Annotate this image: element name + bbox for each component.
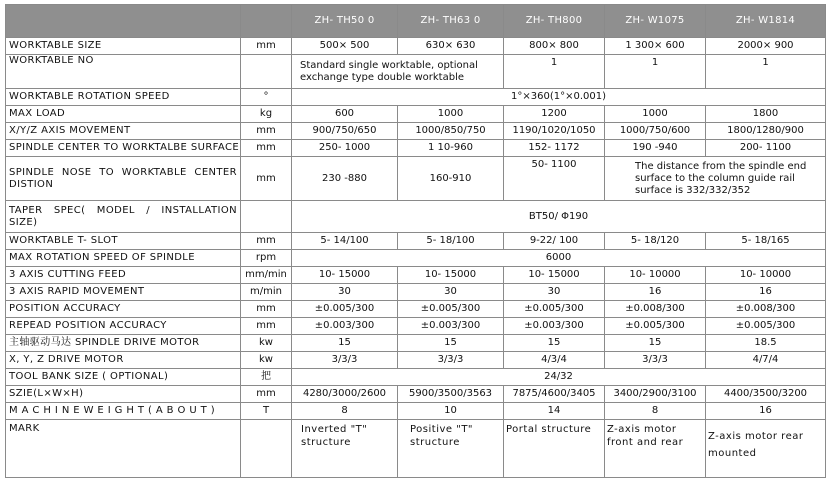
param-label: TAPER SPEC( MODEL / INSTALLATION SIZE) (6, 201, 241, 233)
value-cell: 30 (504, 284, 605, 301)
param-label: TOOL BANK SIZE ( OPTIONAL) (6, 369, 241, 386)
mark-cell: Z-axis motor rear mounted (706, 420, 826, 478)
table-row (6, 106, 826, 123)
model-header: ZH- TH50 0 (292, 5, 398, 38)
table-row (6, 284, 826, 301)
unit-cell: m/min (241, 284, 292, 301)
value-cell: 5- 14/100 (292, 233, 398, 250)
param-label: X, Y, Z DRIVE MOTOR (6, 352, 241, 369)
table-row (6, 89, 826, 106)
value-cell: 1 300× 600 (605, 38, 706, 55)
value-cell: 3/3/3 (398, 352, 504, 369)
value-cell: 160-910 (398, 157, 504, 201)
model-header: ZH- W1814 (706, 5, 826, 38)
value-cell: 5- 18/100 (398, 233, 504, 250)
table-row (6, 267, 826, 284)
param-label: MARK (6, 420, 241, 478)
param-label: 3 AXIS CUTTING FEED (6, 267, 241, 284)
value-cell: 1800/1280/900 (706, 123, 826, 140)
header-unit-cell (241, 5, 292, 38)
merged-value-cell: The distance from the spindle end surface to the column guide rail surface is 332/332/352 (605, 157, 826, 201)
value-cell: 16 (605, 284, 706, 301)
table-row (6, 369, 826, 386)
param-label: M A C H I N E W E I G H T ( A B O U T ) (6, 403, 241, 420)
table-row (6, 140, 826, 157)
value-cell: ±0.005/300 (706, 318, 826, 335)
value-cell: ±0.005/300 (398, 301, 504, 318)
value-cell: 4280/3000/2600 (292, 386, 398, 403)
unit-cell: mm (241, 318, 292, 335)
value-cell: 152- 1172 (504, 140, 605, 157)
value-cell: 800× 800 (504, 38, 605, 55)
value-cell: 10- 10000 (706, 267, 826, 284)
value-cell: 1 (504, 55, 605, 89)
value-cell: 16 (706, 284, 826, 301)
value-cell: 1000/850/750 (398, 123, 504, 140)
value-cell: 190 -940 (605, 140, 706, 157)
merged-value-cell: 6000 (292, 250, 826, 267)
value-cell: 230 -880 (292, 157, 398, 201)
value-cell: 10- 15000 (292, 267, 398, 284)
value-cell: 18.5 (706, 335, 826, 352)
param-label: WORKTABLE SIZE (6, 38, 241, 55)
model-header: ZH- TH800 (504, 5, 605, 38)
unit-cell: kw (241, 335, 292, 352)
unit-cell: mm (241, 386, 292, 403)
value-cell: ±0.005/300 (292, 301, 398, 318)
value-cell: ±0.003/300 (292, 318, 398, 335)
value-cell: 600 (292, 106, 398, 123)
table-row (6, 233, 826, 250)
unit-cell: mm (241, 140, 292, 157)
table-row (6, 301, 826, 318)
table-row (6, 420, 826, 478)
value-cell: 30 (398, 284, 504, 301)
value-cell: 1 (605, 55, 706, 89)
value-cell: 7875/4600/3405 (504, 386, 605, 403)
value-cell: 16 (706, 403, 826, 420)
table-row (6, 352, 826, 369)
value-cell: 3/3/3 (605, 352, 706, 369)
header-param-cell (6, 5, 241, 38)
unit-cell: mm (241, 123, 292, 140)
unit-cell: kw (241, 352, 292, 369)
value-cell: 30 (292, 284, 398, 301)
param-label: REPEAD POSITION ACCURACY (6, 318, 241, 335)
unit-cell (241, 201, 292, 233)
table-row (6, 38, 826, 55)
value-cell: 630× 630 (398, 38, 504, 55)
header-row (6, 5, 826, 38)
value-cell: 4/3/4 (504, 352, 605, 369)
value-cell: 10- 10000 (605, 267, 706, 284)
value-cell: 2000× 900 (706, 38, 826, 55)
value-cell: 8 (605, 403, 706, 420)
value-cell: 4400/3500/3200 (706, 386, 826, 403)
table-row (6, 123, 826, 140)
value-cell: 15 (605, 335, 706, 352)
unit-cell: mm (241, 301, 292, 318)
value-cell: 5900/3500/3563 (398, 386, 504, 403)
table-row (6, 318, 826, 335)
unit-cell: mm (241, 38, 292, 55)
value-cell: 500× 500 (292, 38, 398, 55)
param-label: MAX LOAD (6, 106, 241, 123)
value-cell: ±0.005/300 (605, 318, 706, 335)
table-row (6, 386, 826, 403)
param-label: SZIE(L×W×H) (6, 386, 241, 403)
mark-cell: Positive "T" structure (398, 420, 504, 478)
value-cell: 10- 15000 (504, 267, 605, 284)
unit-cell: T (241, 403, 292, 420)
value-cell: 3400/2900/3100 (605, 386, 706, 403)
param-label: 主轴驱动马达 SPINDLE DRIVE MOTOR (6, 335, 241, 352)
param-label: SPINDLE CENTER TO WORKTALBE SURFACE (6, 140, 241, 157)
unit-cell: mm (241, 233, 292, 250)
value-cell: 5- 18/165 (706, 233, 826, 250)
unit-cell (241, 55, 292, 89)
param-label: 3 AXIS RAPID MOVEMENT (6, 284, 241, 301)
param-label: WORKTABLE NO (6, 55, 241, 89)
value-cell: 900/750/650 (292, 123, 398, 140)
merged-value-cell: 24/32 (292, 369, 826, 386)
table-row (6, 157, 826, 201)
value-cell: 4/7/4 (706, 352, 826, 369)
value-cell: 8 (292, 403, 398, 420)
value-cell: 1 (706, 55, 826, 89)
value-cell: 15 (292, 335, 398, 352)
unit-cell: 把 (241, 369, 292, 386)
value-cell: ±0.008/300 (605, 301, 706, 318)
value-cell: 15 (504, 335, 605, 352)
value-cell: 15 (398, 335, 504, 352)
param-label: WORKTABLE ROTATION SPEED (6, 89, 241, 106)
param-label: WORKTABLE T- SLOT (6, 233, 241, 250)
value-cell: 9-22/ 100 (504, 233, 605, 250)
value-cell: ±0.008/300 (706, 301, 826, 318)
unit-cell: mm/min (241, 267, 292, 284)
value-cell: 1000/750/600 (605, 123, 706, 140)
value-cell: 14 (504, 403, 605, 420)
spec-table (5, 4, 826, 478)
value-cell: 5- 18/120 (605, 233, 706, 250)
param-label: MAX ROTATION SPEED OF SPINDLE (6, 250, 241, 267)
value-cell: 200- 1100 (706, 140, 826, 157)
table-row (6, 335, 826, 352)
unit-cell: mm (241, 157, 292, 201)
table-row (6, 403, 826, 420)
merged-value-cell: Standard single worktable, optional exchange type double worktable (292, 55, 504, 89)
value-cell: 50- 1100 (504, 157, 605, 201)
value-cell: 10 (398, 403, 504, 420)
value-cell: 1190/1020/1050 (504, 123, 605, 140)
merged-value-cell: BT50/ Φ190 (292, 201, 826, 233)
table-row (6, 201, 826, 233)
value-cell: 10- 15000 (398, 267, 504, 284)
table-row (6, 55, 826, 89)
value-cell: 3/3/3 (292, 352, 398, 369)
value-cell: 250- 1000 (292, 140, 398, 157)
unit-cell: ° (241, 89, 292, 106)
mark-cell: Portal structure (504, 420, 605, 478)
mark-cell: Z-axis motor front and rear (605, 420, 706, 478)
value-cell: ±0.003/300 (504, 318, 605, 335)
value-cell: 1200 (504, 106, 605, 123)
param-label: X/Y/Z AXIS MOVEMENT (6, 123, 241, 140)
value-cell: ±0.003/300 (398, 318, 504, 335)
mark-cell: Inverted "T" structure (292, 420, 398, 478)
value-cell: ±0.005/300 (504, 301, 605, 318)
model-header: ZH- TH63 0 (398, 5, 504, 38)
table-row (6, 250, 826, 267)
unit-cell: kg (241, 106, 292, 123)
merged-value-cell: 1°×360(1°×0.001) (292, 89, 826, 106)
unit-cell (241, 420, 292, 478)
value-cell: 1000 (398, 106, 504, 123)
model-header: ZH- W1075 (605, 5, 706, 38)
unit-cell: rpm (241, 250, 292, 267)
value-cell: 1 10-960 (398, 140, 504, 157)
value-cell: 1800 (706, 106, 826, 123)
param-label: POSITION ACCURACY (6, 301, 241, 318)
param-label: SPINDLE NOSE TO WORKTABLE CENTER DISTION (6, 157, 241, 201)
value-cell: 1000 (605, 106, 706, 123)
